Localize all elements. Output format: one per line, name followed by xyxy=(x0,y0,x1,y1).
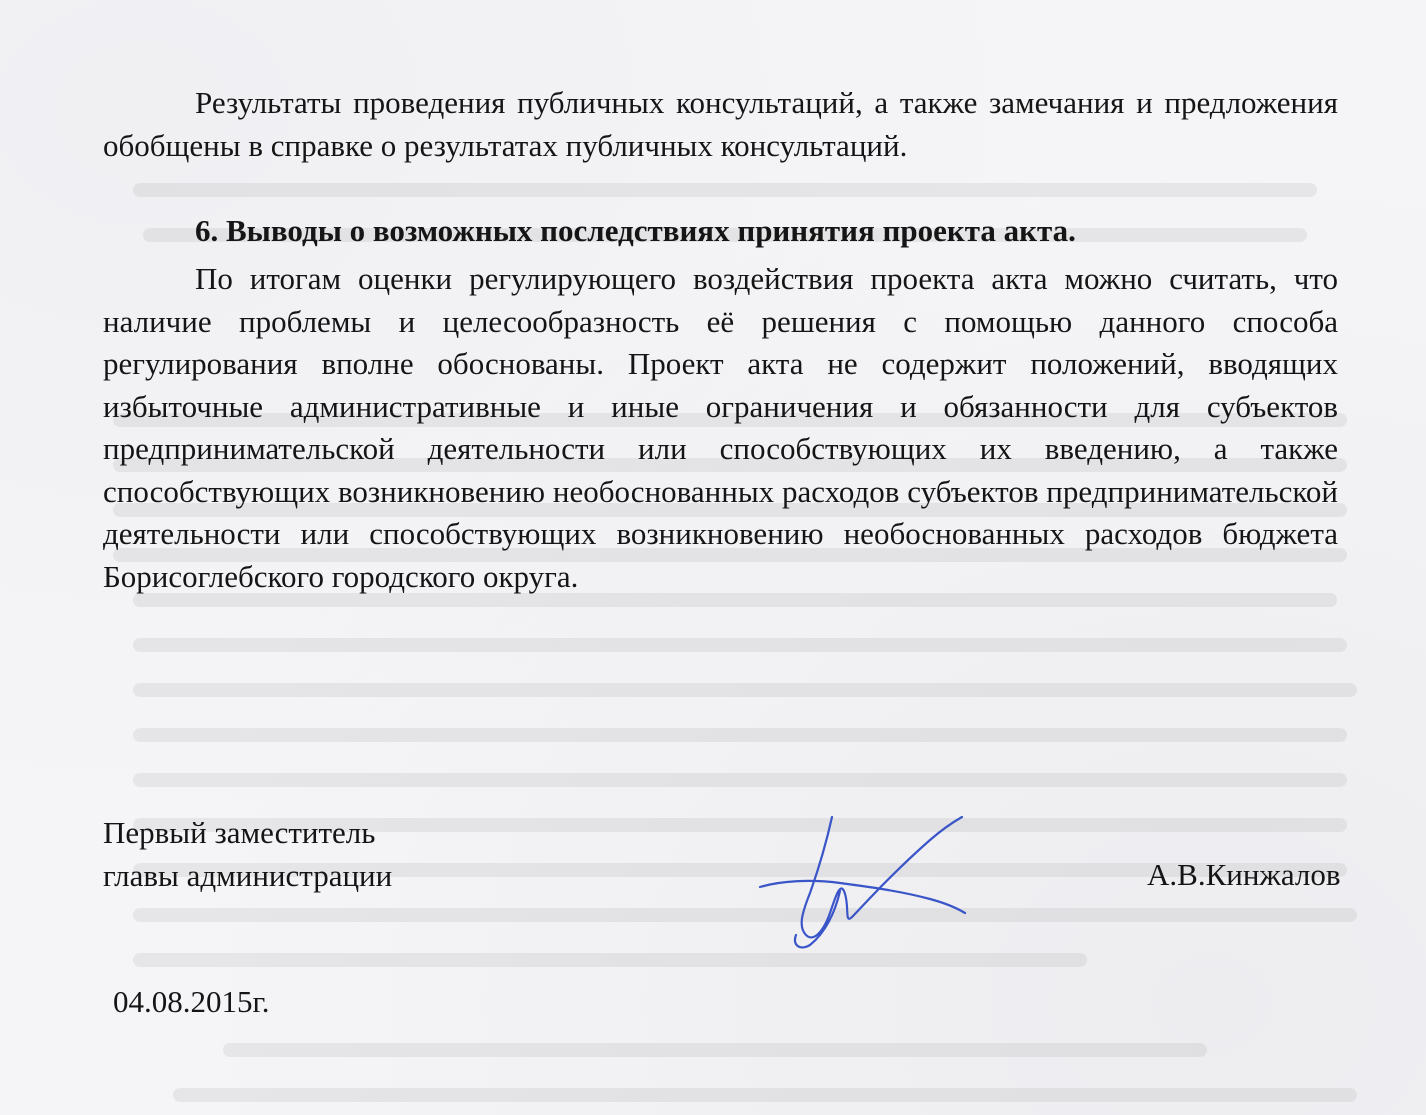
signatory-title-line-1: Первый заместитель xyxy=(103,815,376,850)
handwritten-signature xyxy=(740,795,980,955)
section-heading-conclusions: 6. Выводы о возможных последствиях принятия проекта акта. xyxy=(195,213,1076,248)
paragraph-assessment-conclusion: По итогам оценки регулирующего воздействия проекта акта можно считать, что наличие проблемы и целесообразность её решения с помощью данного способа регулирования вполне обоснованы. Проект акта не содержит положений, вводящих избыточные административные и иные ограничения и обязанности для субъектов предпринимательской деятельности или способствующих их введению, а также способствующих возникновению необоснованных расходов субъектов предпринимательской деятельности или способствующих возникновению необоснованных расходов бюджета Борисоглебского городского округа. xyxy=(103,261,1338,594)
paragraph-consultation-results: Результаты проведения публичных консультаций, а также замечания и предложения обобщены в справке о результатах публичных консультаций. xyxy=(103,85,1338,163)
signatory-title xyxy=(103,812,392,897)
signatory-title-line-2: главы администрации xyxy=(103,857,393,893)
document-date: 04.08.2015г. xyxy=(113,984,270,1019)
signatory-name: А.В.Кинжалов xyxy=(1147,857,1341,892)
